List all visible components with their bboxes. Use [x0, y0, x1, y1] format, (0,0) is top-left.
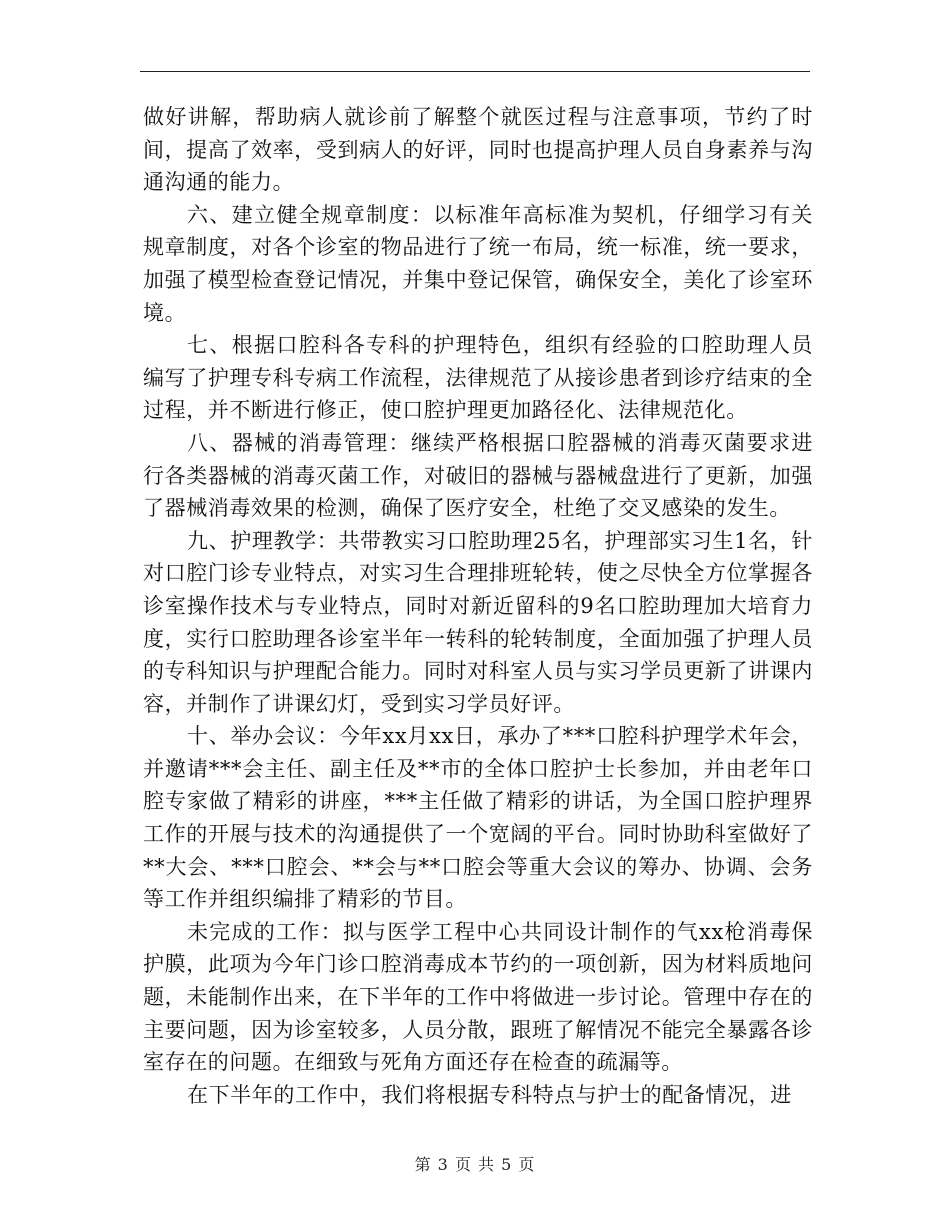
- paragraph-section-6: 六、建立健全规章制度：以标准年高标准为契机，仔细学习有关规章制度，对各个诊室的物品进行了统一布局，统一标准，统一要求，加强了模型检查登记情况，并集中登记保管，确保安全，美化了诊室环境。: [143, 202, 813, 325]
- paragraph-section-10: 十、举办会议：今年xx月xx日，承办了***口腔科护理学术年会，并邀请***会主任、副主任及**市的全体口腔护士长参加，并由老年口腔专家做了精彩的讲座，***主任做了精彩的讲话，为全国口腔护理界工作的开展与技术的沟通提供了一个宽阔的平台。同时协助科室做好了**大会、***口腔会、**会与**口腔会等重大会议的筹办、协调、会务等工作并组织编排了精彩的节目。: [143, 724, 813, 912]
- paragraph-section-7: 七、根据口腔科各专科的护理特色，组织有经验的口腔助理人员编写了护理专科专病工作流程，法律规范了从接诊患者到诊疗结束的全过程，并不断进行修正，使口腔护理更加路径化、法律规范化。: [143, 333, 813, 423]
- paragraph-section-9: 九、护理教学：共带教实习口腔助理25名，护理部实习生1名，针对口腔门诊专业特点，对实习生合理排班轮转，使之尽快全方位掌握各诊室操作技术与专业特点，同时对新近留科的9名口腔助理加大培育力度，实行口腔助理各诊室半年一转科的轮转制度，全面加强了护理人员的专科知识与护理配合能力。同时对科室人员与实习学员更新了讲课内容，并制作了讲课幻灯，受到实习学员好评。: [143, 528, 813, 716]
- page-number-footer: 第 3 页 共 5 页: [414, 1155, 536, 1174]
- paragraph-continuation: 做好讲解，帮助病人就诊前了解整个就医过程与注意事项，节约了时间，提高了效率，受到病人的好评，同时也提高护理人员自身素养与沟通沟通的能力。: [143, 105, 813, 195]
- paragraph-unfinished-work: 未完成的工作：拟与医学工程中心共同设计制作的气xx枪消毒保护膜，此项为今年门诊口腔消毒成本节约的一项创新，因为材料质地问题，未能制作出来，在下半年的工作中将做进一步讨论。管理中存在的主要问题，因为诊室较多，人员分散，跟班了解情况不能完全暴露各诊室存在的问题。在细致与死角方面还存在检查的疏漏等。: [143, 919, 813, 1075]
- header-rule: [140, 71, 810, 72]
- paragraph-next-half-year: 在下半年的工作中，我们将根据专科特点与护士的配备情况，进: [187, 1082, 792, 1107]
- document-body: [143, 101, 813, 1111]
- paragraph-section-8: 八、器械的消毒管理：继续严格根据口腔器械的消毒灭菌要求进行各类器械的消毒灭菌工作，对破旧的器械与器械盘进行了更新，加强了器械消毒效果的检测，确保了医疗安全，杜绝了交叉感染的发生。: [143, 430, 813, 521]
